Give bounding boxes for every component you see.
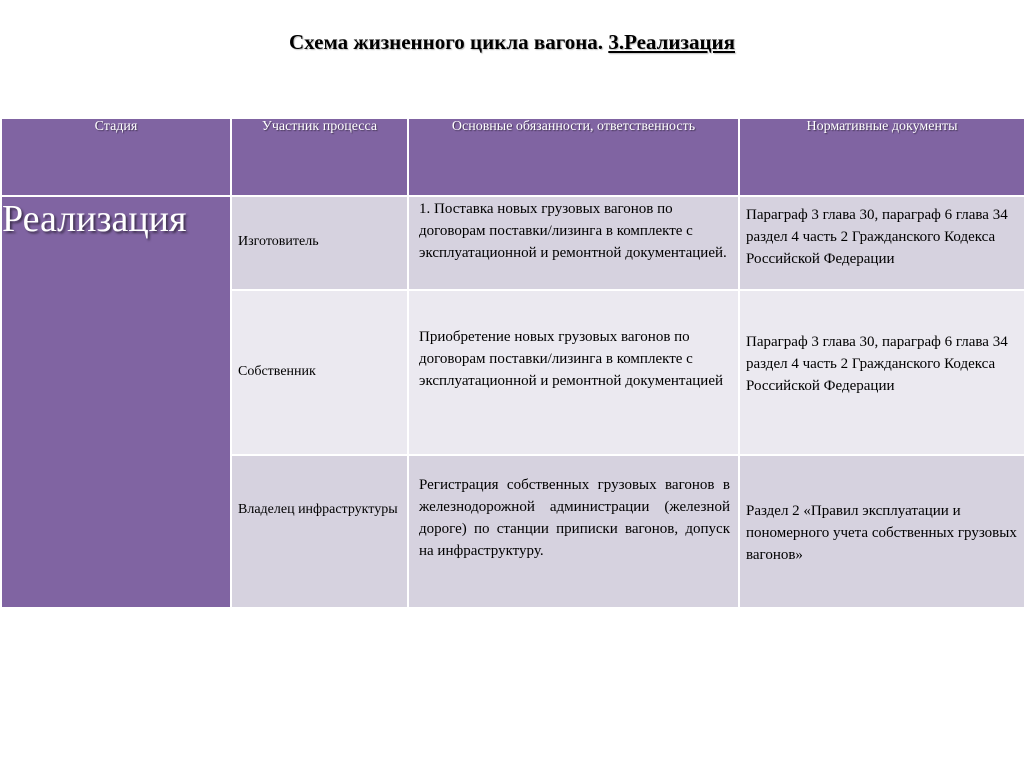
table-row (1, 196, 1024, 290)
header-participant: Участник процесса (231, 118, 408, 196)
participant-cell (231, 455, 408, 608)
title-section: 3.Реализация (608, 30, 735, 54)
participant-text: Владелец инфраструктуры (238, 502, 398, 517)
header-duties: Основные обязанности, ответственность (408, 118, 739, 196)
lifecycle-table (0, 117, 1024, 609)
duties-text: Регистрация собственных грузовых вагонов в железнодорожной администрации (железной дороге) по станции приписки вагонов, допуск на инфраструктуру. (419, 477, 730, 559)
duties-text: Приобретение новых грузовых вагонов по договорам поставки/лизинга в комплекте с эксплуатационной и ремонтной документацией (419, 329, 724, 389)
title-main: Схема жизненного цикла вагона. (289, 30, 609, 54)
header-documents: Нормативные документы (739, 118, 1024, 196)
stage-cell: Реализация (1, 196, 231, 608)
documents-text: Раздел 2 «Правил эксплуатации и пономерного учета собственных грузовых вагонов» (746, 503, 1017, 563)
participant-text: Собственник (238, 364, 316, 379)
duties-text: 1. Поставка новых грузовых вагонов по договорам поставки/лизинга в комплекте с эксплуатационной и ремонтной документацией. (419, 201, 727, 261)
page-title (0, 30, 1024, 55)
documents-text: Параграф 3 глава 30, параграф 6 глава 34 раздел 4 часть 2 Гражданского Кодекса Российской Федерации (746, 207, 1008, 267)
documents-cell (739, 196, 1024, 290)
documents-cell (739, 290, 1024, 455)
documents-text: Параграф 3 глава 30, параграф 6 глава 34 раздел 4 часть 2 Гражданского Кодекса Российской Федерации (746, 334, 1008, 394)
duties-cell (408, 290, 739, 455)
participant-text: Изготовитель (238, 234, 319, 249)
participant-cell (231, 290, 408, 455)
header-stage: Стадия (1, 118, 231, 196)
duties-cell (408, 196, 739, 290)
participant-cell (231, 196, 408, 290)
documents-cell (739, 455, 1024, 608)
table-header-row (1, 118, 1024, 196)
duties-cell (408, 455, 739, 608)
